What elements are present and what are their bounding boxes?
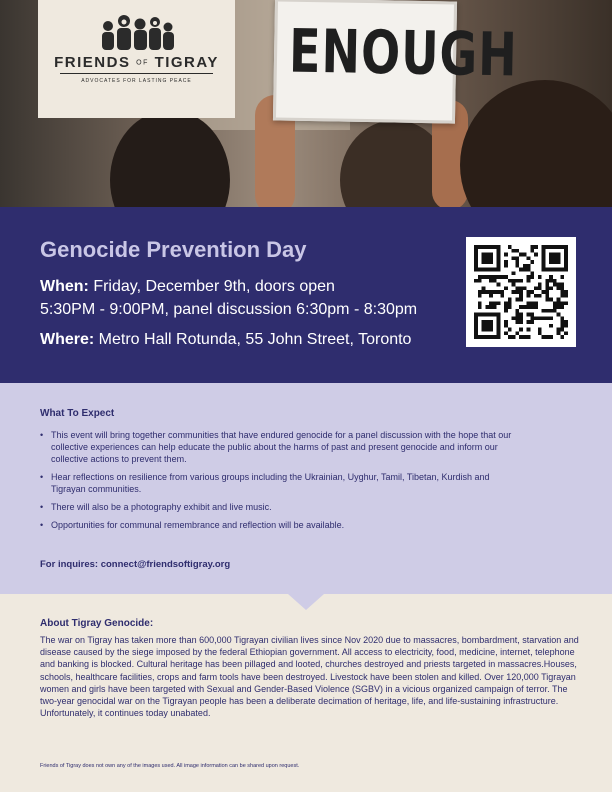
where-text: Metro Hall Rotunda, 55 John Street, Toronto: [94, 331, 412, 348]
list-item: • Opportunities for communal remembrance and reflection will be available.: [40, 519, 520, 531]
event-details-band: [0, 207, 612, 383]
logo-divider: [60, 73, 213, 74]
section-pointer: [288, 594, 324, 610]
qr-code-icon: [474, 245, 568, 339]
protest-sign-text: ENOUGH: [288, 15, 519, 90]
image-disclaimer: Friends of Tigray does not own any of the images used. All image information can be shared upon request.: [40, 763, 300, 769]
when-label: When:: [40, 278, 89, 295]
what-to-expect-heading: What To Expect: [40, 408, 115, 419]
logo: [38, 0, 235, 118]
protester-silhouette: [460, 80, 612, 207]
qr-code[interactable]: [466, 237, 576, 347]
inquiries-email-link[interactable]: For inquires: connect@friendsoftigray.org: [40, 559, 231, 570]
list-item: • Hear reflections on resilience from various groups including the Ukrainian, Uyghur, Tamil, Tibetan, Kurdish and Tigrayan communities.: [40, 471, 520, 495]
list-item: • There will also be a photography exhibit and live music.: [40, 501, 520, 513]
expect-list: [40, 429, 520, 537]
where-label: Where:: [40, 331, 95, 348]
people-group-icon: [96, 12, 178, 50]
logo-tagline: ADVOCATES FOR LASTING PEACE: [81, 78, 192, 84]
event-when: [40, 275, 417, 321]
when-line1: Friday, December 9th, doors open: [88, 278, 335, 295]
list-item: • This event will bring together communities that have endured genocide for a panel discussion with the hope that our collective experiences can help educate the public about the harms of past and present genocide and inform our collective actions to prevent them.: [40, 429, 520, 465]
when-line2: 5:30PM - 9:00PM, panel discussion 6:30pm - 8:30pm: [40, 301, 418, 318]
about-heading: About Tigray Genocide:: [40, 618, 154, 629]
what-to-expect-section: [0, 383, 612, 594]
event-title: Genocide Prevention Day: [40, 237, 307, 262]
protest-sign: [273, 0, 519, 124]
logo-wordmark: FRIENDS OF TIGRAY: [54, 54, 219, 71]
about-paragraph: The war on Tigray has taken more than 600,000 Tigrayan civilian lives since Nov 2020 due to massacres, bombardment, starvation and disease caused by the siege imposed by the federal Ethiopian government. All access to electricity, food, medicine, internet, telephone and banking is blocked. Cultural heritage has been pillaged and looted, churches destroyed and priests targeted in massacres.Houses, schools, healthcare facilities, crops and farm tools have been destroyed. Livestock have been stolen and killed. Over 120,000 Tigrayan women and girls have been targeted with Sexual and Gender-Based Violence (SGBV) in a vicious organized campaign of terror. The two-year genocidal war on the Tigrayan people has been a deliberate decimation of heritage, life, and life-sustaining infrastructure. Unfortunately, it continues today unabated.: [40, 635, 579, 719]
event-where: [40, 331, 411, 349]
